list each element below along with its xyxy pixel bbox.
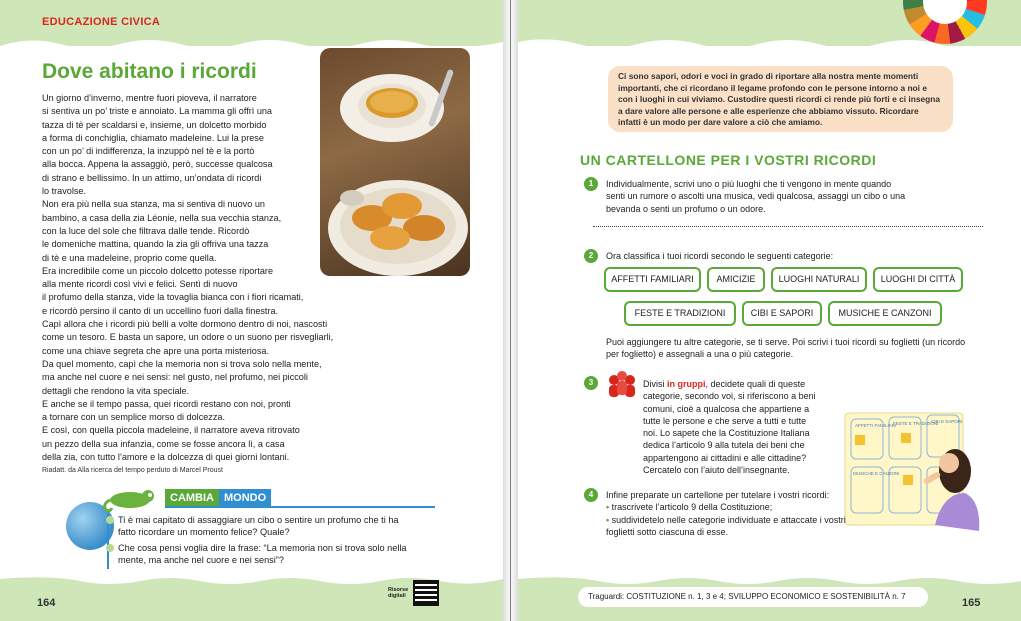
intro-box: Ci sono sapori, odori e voci in grado di riportare alla nostra mente momenti importanti, che ci ricordano il legame profondo con le persone intorno a noi e con i luoghi in cui viviamo. Custodire questi ricordi ci rende più forti e ci insegna a dare valore alle persone e alle esperienze che abbiamo vissuto. Ricordare infatti è un modo per dare valore a ciò che amiamo. — [608, 66, 953, 132]
page-title: Dove abitano i ricordi — [42, 60, 257, 83]
right-page — [518, 0, 1021, 621]
story-line: si sentiva un po’ triste e annoiato. La mamma gli offrì una — [42, 106, 272, 117]
question-1 — [118, 514, 408, 538]
tea-madeleine-photo — [320, 48, 470, 276]
category-cibi-e-sapori: CIBI E SAPORI — [742, 301, 822, 326]
story-line: di strano e bellissimo. In un attimo, un’ondata di ricordi — [42, 172, 262, 183]
bullet-dot — [106, 544, 114, 552]
question-2 — [118, 542, 408, 566]
category-amicizie: AMICIZIE — [707, 267, 765, 292]
story-line: alla mente ricordi così vivi e felici. Sentì di nuovo — [42, 279, 238, 290]
story-line: a tornare con un semplice morso di dolcezza. — [42, 412, 225, 423]
story-line: E anche se il tempo passa, quei ricordi restano con noi, pronti — [42, 398, 291, 409]
story-line: e ricordò persino il canto di un uccellino fuori dalla finestra. — [42, 305, 279, 316]
story-line: Un giorno d’inverno, mentre fuori pioveva, il narratore — [42, 93, 257, 103]
chameleon-icon — [100, 484, 160, 514]
step-1-number: 1 — [584, 177, 598, 191]
step-4-number: 4 — [584, 488, 598, 502]
left-page — [0, 0, 503, 621]
section-title: UN CARTELLONE PER I VOSTRI RICORDI — [580, 152, 877, 168]
step-1-text: Individualmente, scrivi uno o più luoghi che ti vengono in mente quando senti un rumore o ascolti una musica, vedi qualcosa, assaggi un cibo o una bevanda o senti un profumo o un odore. — [606, 179, 906, 214]
cambia-mondo-box — [62, 484, 434, 576]
story-line: Da quel momento, capì che la memoria non si trova solo nella mente, — [42, 358, 322, 369]
poster-illustration — [843, 405, 983, 535]
step-4-bullet: • suddividetelo nelle categorie individuate e attaccate i vostri foglietti sotto ciascuna di esse. — [606, 514, 846, 539]
board-label: MUSICHE E CANZONI — [853, 471, 900, 476]
board-label: AFFETTI FAMILIARI — [855, 423, 897, 428]
step-4-intro: Infine preparate un cartellone per tutelare i vostri ricordi: — [606, 490, 830, 500]
story-line: un pezzo della sua infanzia, come se fosse ancora lì, a casa — [42, 438, 285, 449]
story-line: della zia, con tutto l’amore e la dolcezza di quei giorni lontani. — [42, 452, 290, 463]
story-line: Capì allora che i ricordi più belli a volte dormono dentro di noi, nascosti — [42, 319, 328, 330]
story-text — [42, 92, 342, 464]
story-line: a forma di conchiglia, chiamato madeleine. Lui la prese — [42, 132, 264, 143]
story-line: bambino, a casa della zia Léonie, nella sua vecchia stanza, — [42, 212, 282, 223]
risorse-label: Risorse digitali — [388, 587, 409, 599]
story-line: il profumo della stanza, vide la tovaglia bianca con i fiori ricamati, — [42, 292, 304, 303]
step-3-highlight: in gruppi — [667, 379, 706, 389]
board-label: CIBI E SAPORI — [931, 419, 963, 424]
category-feste-e-tradizioni: FESTE E TRADIZIONI — [624, 301, 736, 326]
cambia-word: CAMBIA — [165, 489, 219, 507]
group-icon — [604, 370, 640, 402]
divider — [165, 506, 435, 508]
category-affetti-familiari: AFFETTI FAMILIARI — [604, 267, 701, 292]
step-3-pre: Divisi — [643, 379, 667, 389]
cambia-mondo-tag — [165, 489, 271, 507]
step-4-text — [606, 489, 846, 538]
story-line: dettagli che rendono la vita speciale. — [42, 385, 190, 396]
story-line: lo travolse. — [42, 186, 86, 197]
story-line: con un po’ di indifferenza, la inzuppò nel tè e la portò — [42, 146, 255, 157]
story-line: E così, con quella piccola madeleine, il narratore aveva ritrovato — [42, 425, 300, 436]
story-line: con la luce del sole che filtrava dalle tende. Ricordò — [42, 225, 250, 236]
write-line — [593, 226, 983, 227]
question-1-text: Ti è mai capitato di assaggiare un cibo o sentire un profumo che ti ha fatto ricordare un momento felice? Quale? — [118, 515, 399, 537]
section-label: EDUCAZIONE CIVICA — [42, 16, 161, 28]
story-line: tazza di tè per scaldarsi e, insieme, un dolcetto morbido — [42, 119, 267, 130]
story-line: Non era più nella sua stanza, ma si sentiva di nuovo un — [42, 199, 265, 210]
step-2-followup: Puoi aggiungere tu altre categorie, se ti serve. Poi scrivi i tuoi ricordi su foglietti (un ricordo per foglietto) e assegnali a una o più categorie. — [606, 337, 966, 360]
step-3-number: 3 — [584, 376, 598, 390]
page-number: 165 — [962, 597, 981, 609]
step-3-post: , decidete quali di queste categorie, secondo voi, si riferiscono a beni comuni, cioè a qualcosa che appartiene a tutte le persone e che serve a tutti e tutte noi. Lo sapete che la Costituzione Italiana dedica l’articolo 9 alla tutela dei beni che appartengono ai cittadini e alle cittadine? Cercatelo con l’aiuto dell’insegnante. — [643, 379, 816, 476]
story-line: le domeniche mattina, quando la zia gli offriva una tazza — [42, 239, 269, 250]
story-line: di tè e una madeleine, proprio come quella. — [42, 252, 217, 263]
story-line: come una chiave segreta che apre una porta misteriosa. — [42, 345, 269, 356]
question-2-text: Che cosa pensi voglia dire la frase: “La memoria non si trova solo nella mente, ma anche nel cuore e nei sensi”? — [118, 543, 407, 565]
step-4-bullet: • trascrivete l’articolo 9 della Costituzione; — [606, 501, 846, 513]
story-line: alla bocca. Appena la assaggiò, però, successe qualcosa — [42, 159, 273, 170]
story-line: ma anche nel cuore e nei sensi: nel gusto, nel profumo, nei piccoli — [42, 372, 308, 383]
step-2-text: Ora classifica i tuoi ricordi secondo le seguenti categorie: — [606, 251, 834, 261]
page-number: 164 — [37, 597, 56, 609]
board-label: FESTE E TRADIZIONI — [893, 421, 939, 426]
category-musiche-e-canzoni: MUSICHE E CANZONI — [828, 301, 942, 326]
footer-traguardi: Traguardi: COSTITUZIONE n. 1, 3 e 4; SVILUPPO ECONOMICO E SOSTENIBILITÀ n. 7 — [578, 587, 928, 607]
story-line: Era incredibile come un piccolo dolcetto potesse riportare — [42, 265, 274, 276]
story-line: come un tesoro. E basta un sapore, un odore o un suono per risvegliarli, — [42, 332, 334, 343]
step-3-text — [643, 378, 823, 476]
source-citation: Riadatt. da Alla ricerca del tempo perduto di Marcel Proust — [42, 467, 223, 474]
step-2-number: 2 — [584, 249, 598, 263]
gutter-line — [510, 0, 511, 621]
bullet-dot — [106, 516, 114, 524]
digital-resources[interactable] — [388, 580, 439, 606]
mondo-word: MONDO — [219, 489, 271, 507]
category-luoghi-di-citta: LUOGHI DI CITTÀ — [873, 267, 963, 292]
qr-code-icon[interactable] — [413, 580, 439, 606]
category-luoghi-naturali: LUOGHI NATURALI — [771, 267, 867, 292]
